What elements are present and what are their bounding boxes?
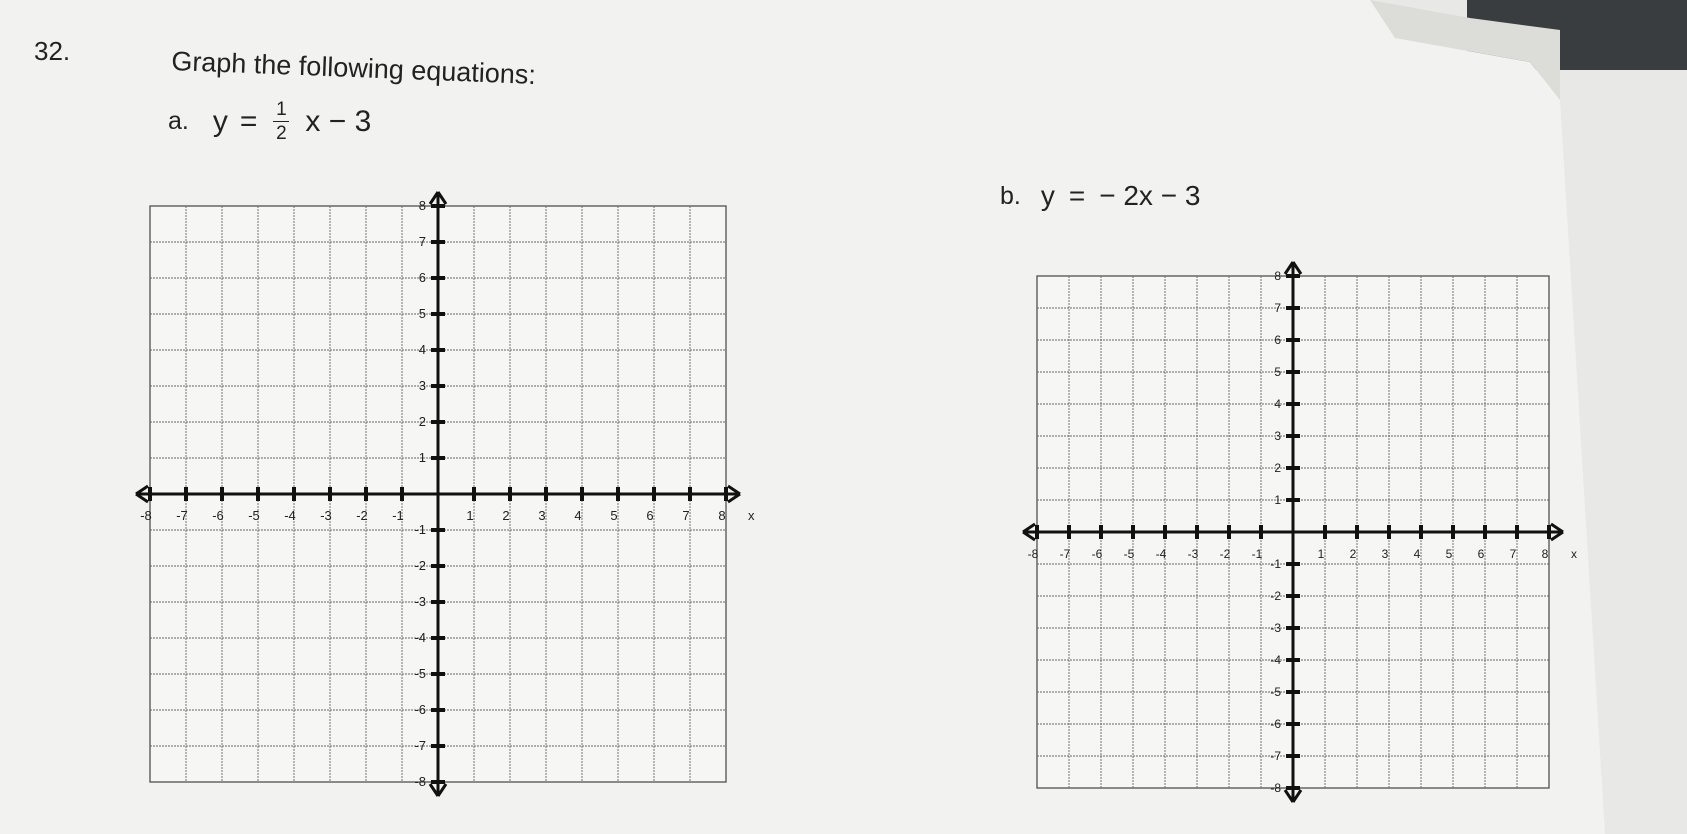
y-tick [1286, 370, 1300, 374]
x-tick-label: 7 [1509, 547, 1517, 561]
fraction-denominator: 2 [276, 123, 287, 144]
x-tick [1195, 525, 1199, 539]
x-tick-label: -2 [356, 508, 368, 523]
y-tick-label: -3 [1270, 621, 1281, 635]
x-tick [1515, 525, 1519, 539]
x-tick-label: 5 [610, 508, 618, 523]
y-tick [431, 600, 445, 604]
y-tick [431, 528, 445, 532]
x-tick [364, 487, 368, 501]
y-tick-label: 6 [1274, 333, 1281, 347]
equation-a [168, 100, 371, 143]
y-tick [1286, 754, 1300, 758]
x-tick [400, 487, 404, 501]
x-tick [652, 487, 656, 501]
x-tick-label: -8 [1027, 547, 1039, 561]
x-tick [1451, 525, 1455, 539]
x-tick-label: -4 [1155, 547, 1167, 561]
fraction-bar [273, 121, 289, 122]
y-tick-label: -3 [414, 594, 426, 609]
y-tick-label: -4 [414, 630, 426, 645]
fraction-numerator: 1 [276, 99, 287, 120]
x-tick [1483, 525, 1487, 539]
x-tick [1131, 525, 1135, 539]
y-tick [1286, 690, 1300, 694]
x-tick-label: 4 [574, 508, 582, 523]
y-tick [431, 240, 445, 244]
y-tick-label: -8 [1270, 781, 1281, 795]
x-tick-label: -7 [176, 508, 188, 523]
x-tick-label: -4 [284, 508, 296, 523]
x-tick [724, 487, 728, 501]
x-tick [1387, 525, 1391, 539]
x-tick-label: -6 [212, 508, 224, 523]
x-tick [1419, 525, 1423, 539]
x-tick [1547, 525, 1551, 539]
x-tick-label: -8 [140, 508, 152, 523]
y-tick-label: 7 [418, 234, 426, 249]
x-tick-label: -3 [1187, 547, 1199, 561]
x-tick-label: 7 [682, 508, 690, 523]
x-tick [220, 487, 224, 501]
y-tick-label: -4 [1270, 653, 1281, 667]
y-tick [431, 204, 445, 208]
y-tick-label: 8 [418, 198, 426, 213]
part-a-label: a. [168, 107, 189, 135]
x-tick [1099, 525, 1103, 539]
y-tick-label: -5 [1270, 685, 1281, 699]
y-tick-label: 3 [1274, 429, 1281, 443]
y-tick [431, 456, 445, 460]
y-tick [1286, 786, 1300, 790]
equation-b-rhs: − 2x − 3 [1099, 180, 1201, 211]
y-tick-label: 2 [418, 414, 426, 429]
x-tick [616, 487, 620, 501]
equation-a-rhs: x − 3 [305, 104, 372, 138]
y-tick [431, 348, 445, 352]
y-tick-label: 6 [418, 270, 426, 285]
y-tick-label: -2 [414, 558, 426, 573]
y-tick [1286, 466, 1300, 470]
y-tick-label: 4 [418, 342, 426, 357]
x-tick-label: -1 [392, 508, 404, 523]
y-tick [431, 636, 445, 640]
x-tick-label: 2 [502, 508, 510, 523]
x-tick-label: 3 [538, 508, 546, 523]
y-tick [431, 312, 445, 316]
y-tick [1286, 402, 1300, 406]
x-tick-label: -3 [320, 508, 332, 523]
y-tick-label: 8 [1274, 269, 1281, 283]
y-tick [1286, 338, 1300, 342]
x-axis-label: x [748, 508, 755, 523]
y-tick [1286, 658, 1300, 662]
x-tick [544, 487, 548, 501]
x-tick-label: 2 [1349, 547, 1357, 561]
x-tick [508, 487, 512, 501]
y-tick [431, 384, 445, 388]
y-tick-label: -2 [1270, 589, 1281, 603]
y-tick [1286, 274, 1300, 278]
x-tick-label: 1 [466, 508, 474, 523]
y-tick-label: 2 [1274, 461, 1281, 475]
y-tick [431, 744, 445, 748]
x-tick-label: 3 [1381, 547, 1389, 561]
y-tick [431, 564, 445, 568]
x-tick-label: -7 [1059, 547, 1071, 561]
y-tick-label: -7 [414, 738, 426, 753]
y-tick [1286, 434, 1300, 438]
x-tick [1323, 525, 1327, 539]
x-tick [184, 487, 188, 501]
y-tick [1286, 594, 1300, 598]
x-axis-label: x [1571, 547, 1577, 561]
equation-a-fraction [273, 100, 289, 143]
x-tick [292, 487, 296, 501]
equation-b-equals: = [1068, 180, 1086, 211]
x-tick [328, 487, 332, 501]
coordinate-grid-b[interactable] [1005, 244, 1595, 829]
y-tick-label: -6 [1270, 717, 1281, 731]
y-tick-label: 5 [418, 306, 426, 321]
y-tick [431, 672, 445, 676]
x-tick-label: -5 [1123, 547, 1135, 561]
equation-a-equals: = [239, 104, 258, 138]
x-tick-label: 6 [1477, 547, 1485, 561]
x-tick [1035, 525, 1039, 539]
x-tick-label: -2 [1219, 547, 1231, 561]
y-tick-label: -6 [414, 702, 426, 717]
x-tick-label: 4 [1413, 547, 1421, 561]
part-b-label: b. [1000, 181, 1021, 210]
y-tick [431, 276, 445, 280]
y-tick-label: -1 [414, 522, 426, 537]
y-tick [431, 708, 445, 712]
y-tick-label: -8 [414, 774, 426, 789]
y-tick-label: 1 [1274, 493, 1281, 507]
x-tick [1355, 525, 1359, 539]
x-tick-label: 5 [1445, 547, 1453, 561]
equation-b-lhs: y [1040, 180, 1055, 211]
y-tick-label: -1 [1270, 557, 1281, 571]
x-tick [1227, 525, 1231, 539]
x-tick [256, 487, 260, 501]
x-tick [1163, 525, 1167, 539]
x-tick [1259, 525, 1263, 539]
equation-b [1000, 180, 1200, 212]
coordinate-grid-a[interactable] [120, 176, 790, 821]
x-tick [148, 487, 152, 501]
x-tick-label: 8 [718, 508, 726, 523]
y-tick [1286, 306, 1300, 310]
y-tick-label: 5 [1274, 365, 1281, 379]
x-tick-label: -6 [1091, 547, 1103, 561]
x-tick-label: -1 [1251, 547, 1263, 561]
x-tick [1067, 525, 1071, 539]
problem-number: 32. [34, 36, 71, 66]
x-tick-label: 8 [1541, 547, 1549, 561]
x-tick [688, 487, 692, 501]
y-tick-label: -7 [1270, 749, 1281, 763]
y-tick-label: 1 [418, 450, 426, 465]
x-tick-label: -5 [248, 508, 260, 523]
y-tick [1286, 722, 1300, 726]
y-tick-label: -5 [414, 666, 426, 681]
y-tick-label: 3 [418, 378, 426, 393]
y-tick [1286, 626, 1300, 630]
y-tick-label: 4 [1274, 397, 1281, 411]
x-tick [580, 487, 584, 501]
y-tick [431, 420, 445, 424]
equation-a-lhs: y [212, 104, 228, 138]
y-tick-label: 7 [1274, 301, 1281, 315]
x-tick-label: 6 [646, 508, 654, 523]
x-tick [472, 487, 476, 501]
instruction-text: Graph the following equations: [170, 46, 537, 90]
y-tick [431, 780, 445, 784]
y-tick [1286, 498, 1300, 502]
x-tick-label: 1 [1317, 547, 1325, 561]
y-tick [1286, 562, 1300, 566]
